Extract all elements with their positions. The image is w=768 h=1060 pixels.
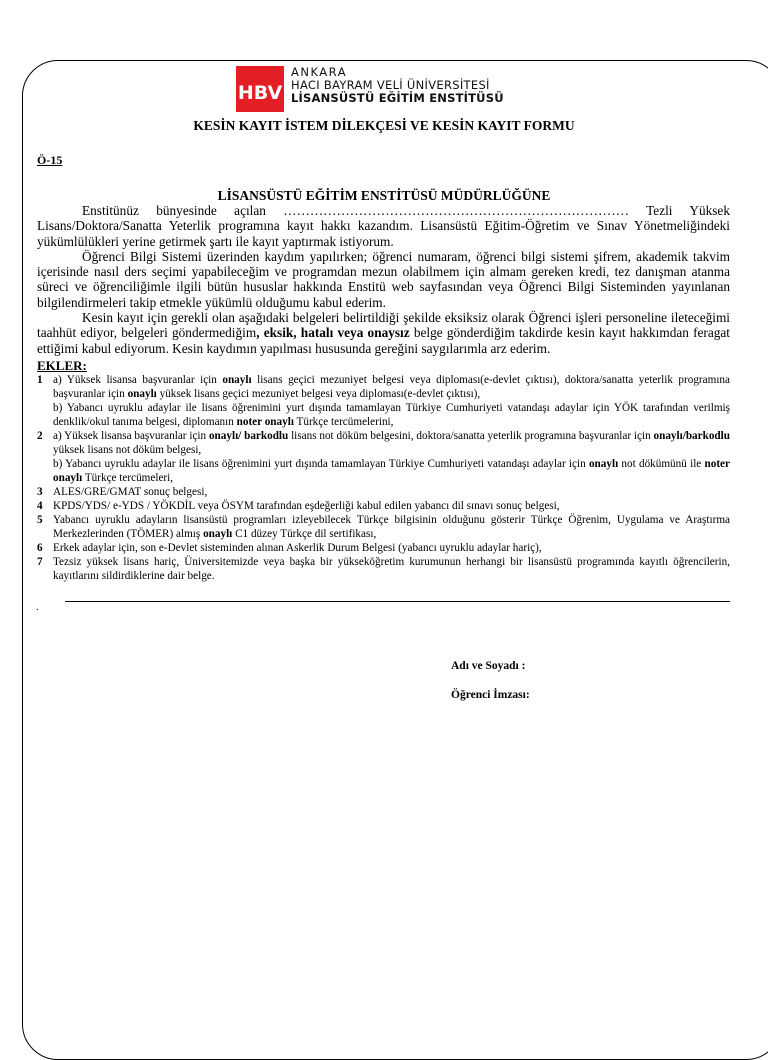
item-number: 4 bbox=[37, 500, 43, 512]
addressee-heading: LİSANSÜSTÜ EĞİTİM ENSTİTÜSÜ MÜDÜRLÜĞÜNE bbox=[217, 188, 551, 203]
signature-label: Öğrenci İmzası: bbox=[451, 689, 530, 701]
item-text-a: a) Yüksek lisansa başvuranlar için onaylı/ barkodlu lisans not döküm belgesini, doktora/sanatta yeterlik programına başvuranlar için onaylı/barkodlu yüksek lisans not döküm belgesi, bbox=[53, 430, 730, 456]
list-item bbox=[37, 485, 730, 499]
item-text: Erkek adaylar için, son e-Devlet sisteminden alınan Askerlik Durum Belgesi (yabancı uyruklu adaylar hariç), bbox=[53, 542, 542, 554]
item-number: 3 bbox=[37, 486, 43, 498]
item-text-a: a) Yüksek lisansa başvuranlar için onaylı lisans geçici mezuniyet belgesi veya diploması(e-devlet çıktısı), doktora/sanatta yeterlik programına başvuranlar için onaylı yüksek lisans geçici mezuniyet belgesi veya diploması(e-devlet çıktısı), bbox=[53, 374, 730, 400]
logo-line-university: HACI BAYRAM VELİ ÜNİVERSİTESİ bbox=[291, 78, 490, 92]
item-text-b: b) Yabancı uyruklu adaylar ile lisans öğrenimini yurt dışında tamamlayan Türkiye Cumhuriyeti vatandaşı adaylar için YÖK tarafından verilmiş denklik/okul tanıma belgesi, diplomanın noter onaylı Türkçe tercümelerini, bbox=[53, 402, 730, 428]
hbv-logo-icon bbox=[236, 66, 284, 112]
logo-line-city: ANKARA bbox=[291, 65, 348, 79]
item-text: ALES/GRE/GMAT sonuç belgesi, bbox=[53, 486, 208, 498]
logo-text bbox=[291, 66, 504, 105]
list-item bbox=[37, 513, 730, 541]
logo-mark-text: HBV bbox=[237, 82, 283, 104]
item-number: 7 bbox=[37, 556, 43, 568]
list-item bbox=[37, 429, 730, 485]
attachments-heading: EKLER: bbox=[37, 358, 87, 373]
item-number: 6 bbox=[37, 542, 43, 554]
paragraph-enrollment: Enstitünüz bünyesinde açılan …………………………………………………………………… Tezli Yüksek Lisans/Doktora/Sanatta Yeterlik programına kayıt hakkı kazandım. Lisansüstü Eğitim-Öğretim ve Sınav Yönetmeliğindeki yükümlülükleri yerine getirmek şartı ile kayıt yaptırmak istiyorum. bbox=[37, 203, 730, 249]
item-text: Tezsiz yüksek lisans hariç, Üniversitemizde veya başka bir yükseköğretim kurumunun herhangi bir lisansüstü programında kayıtlı öğrencilerin, kayıtlarını sildirdiklerine dair belge. bbox=[53, 556, 730, 582]
name-label: Adı ve Soyadı : bbox=[451, 660, 526, 672]
stray-mark: . bbox=[36, 602, 39, 613]
attachments-list bbox=[37, 373, 730, 583]
item-text: KPDS/YDS/ e-YDS / YÖKDİL veya ÖSYM tarafından eşdeğerliği kabul edilen yabancı dil sınavı sonuç belgesi, bbox=[53, 500, 560, 512]
list-item bbox=[37, 373, 730, 429]
form-title: KESİN KAYIT İSTEM DİLEKÇESİ VE KESİN KAYIT FORMU bbox=[193, 118, 575, 133]
item-number: 5 bbox=[37, 514, 43, 526]
item-text-b: b) Yabancı uyruklu adaylar ile lisans öğrenimini yurt dışında tamamlayan Türkiye Cumhuriyeti vatandaşı adaylar için onaylı not dökümünü ile noter onaylı Türkçe tercümeleri, bbox=[53, 458, 730, 484]
university-logo bbox=[236, 66, 536, 112]
item-text: Yabancı uyruklu adayların lisansüstü programları izleyebilecek Türkçe bilgisinin olduğunu gösterir Türkçe Öğrenim, Uygulama ve Araştırma Merkezlerinden (TÖMER) almış onaylı C1 düzey Türkçe dil sertifikası, bbox=[53, 514, 730, 540]
paragraph-obs: Öğrenci Bilgi Sistemi üzerinden kaydım yapılırken; öğrenci numaram, öğrenci bilgi sistemi şifrem, akademik takvim içerisinde nasıl ders seçimi yapabileceğim ve programdan mezun olabilmem için almam gereken kredi, tez danışman atanma süreci ve öğrenciliğimle ilgili bütün hususlar hakkında Enstitü web sayfasından veya Öğrenci Bilgi Sisteminden yayınlanan bilgilendirmeleri takip etmekle yükümlü olduğumu kabul ederim. bbox=[37, 248, 730, 310]
logo-line-institute: LİSANSÜSTÜ EĞİTİM ENSTİTÜSÜ bbox=[291, 91, 504, 105]
petition-body bbox=[37, 203, 730, 356]
item-number: 1 bbox=[37, 374, 43, 386]
form-code: Ö-15 bbox=[37, 153, 63, 167]
divider-line bbox=[65, 601, 730, 602]
item-number: 2 bbox=[37, 430, 43, 442]
list-item bbox=[37, 541, 730, 555]
paragraph-documents: Kesin kayıt için gerekli olan aşağıdaki belgeleri belirtildiği şekilde eksiksiz olarak Öğrenci işleri personeline ileteceğimi taahhüt ediyor, belgeleri göndermediğim, eksik, hatalı veya onaysız belge gönderdiğim takdirde kesin kayıt hakkımdan feragat ettiğimi kabul ediyorum. Kesin kaydımın yapılması hususunda gereğini saygılarımla arz ederim. bbox=[37, 310, 730, 356]
list-item bbox=[37, 555, 730, 583]
list-item bbox=[37, 499, 730, 513]
